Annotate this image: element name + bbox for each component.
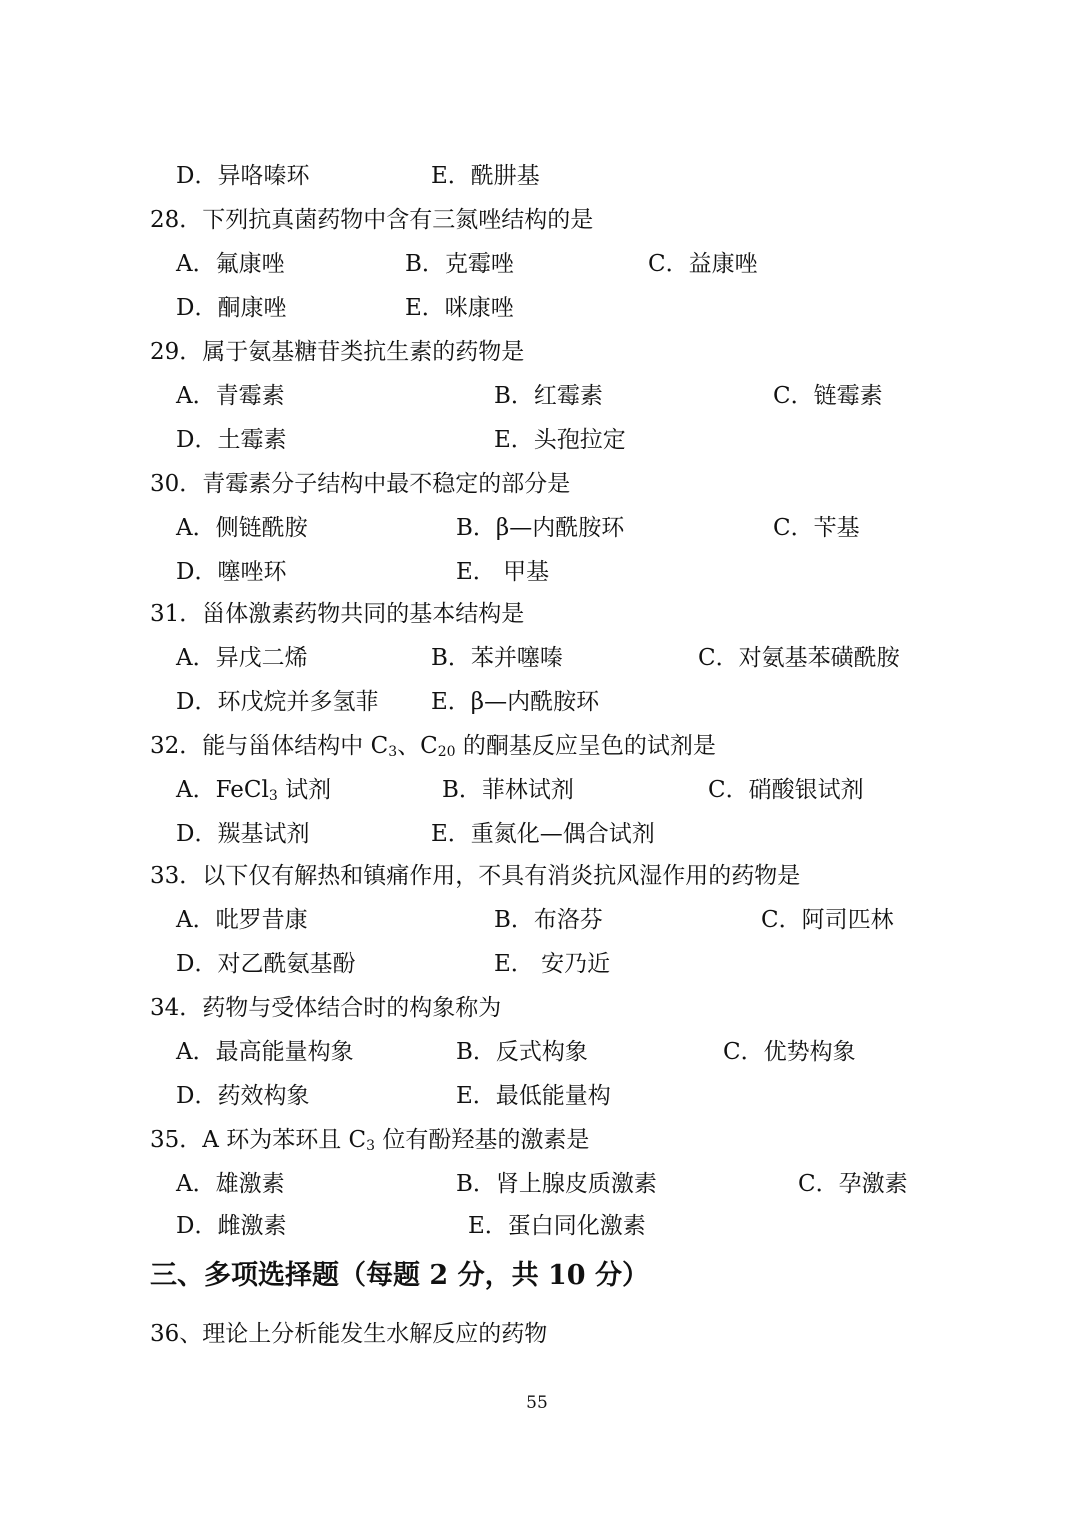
answer-option: D．羰基试剂 (176, 821, 310, 847)
page-number: 55 (526, 1393, 548, 1413)
question-stem: 28．下列抗真菌药物中含有三氮唑结构的是 (150, 207, 594, 233)
answer-option: C．硝酸银试剂 (708, 777, 864, 803)
answer-option: D．土霉素 (176, 427, 287, 453)
answer-option: A．异戊二烯 (176, 645, 308, 671)
answer-option: B．苯并噻嗪 (431, 645, 563, 671)
answer-option: A．雄激素 (176, 1171, 285, 1197)
answer-option: D．酮康唑 (176, 295, 287, 321)
question-stem: 31．甾体激素药物共同的基本结构是 (150, 601, 525, 627)
answer-option: B．肾上腺皮质激素 (456, 1171, 657, 1197)
question-stem: 30．青霉素分子结构中最不稳定的部分是 (150, 471, 571, 497)
section-heading: 三、多项选择题（每题 2 分，共 10 分） (150, 1260, 649, 1291)
answer-option: D．噻唑环 (176, 559, 287, 585)
question-stem: 29．属于氨基糖苷类抗生素的药物是 (150, 339, 525, 365)
answer-option: D．药效构象 (176, 1083, 310, 1109)
answer-option: E．头孢拉定 (494, 427, 626, 453)
answer-option: C．阿司匹林 (761, 907, 894, 933)
answer-option: B．菲林试剂 (442, 777, 574, 803)
answer-option: A．青霉素 (176, 383, 285, 409)
answer-option: D．雌激素 (176, 1213, 287, 1239)
answer-option: D．异咯嗪环 (176, 163, 310, 189)
question-stem: 33．以下仅有解热和镇痛作用，不具有消炎抗风湿作用的药物是 (150, 863, 801, 889)
question-stem: 32．能与甾体结构中 $C_3$、$C_{20}$ 的酮基反应呈色的试剂是 (150, 733, 716, 760)
question-36: 36、理论上分析能发生水解反应的药物 (150, 1321, 548, 1347)
answer-option: E．蛋白同化激素 (468, 1213, 646, 1239)
answer-option: B．克霉唑 (405, 251, 514, 277)
answer-option: A．最高能量构象 (176, 1039, 354, 1065)
answer-option: B．反式构象 (456, 1039, 588, 1065)
answer-option: A．侧链酰胺 (176, 515, 308, 541)
answer-option: E．重氮化—偶合试剂 (431, 821, 655, 847)
answer-option: A．FeCl$_3$ 试剂 (176, 777, 332, 804)
answer-option: B．布洛芬 (494, 907, 603, 933)
answer-option: E． 甲基 (456, 559, 550, 585)
answer-option: A．吡罗昔康 (176, 907, 308, 933)
answer-option: C．优势构象 (723, 1039, 856, 1065)
answer-option: E．β—内酰胺环 (431, 689, 600, 715)
answer-option: D．对乙酰氨基酚 (176, 951, 356, 977)
question-stem: 34．药物与受体结合时的构象称为 (150, 995, 502, 1021)
answer-option: A．氟康唑 (176, 251, 285, 277)
answer-option: E．最低能量构 (456, 1083, 611, 1109)
answer-option: E．咪康唑 (405, 295, 514, 321)
answer-option: E． 安乃近 (494, 951, 611, 977)
answer-option: B．β—内酰胺环 (456, 515, 625, 541)
answer-option: C．苄基 (773, 515, 860, 541)
answer-option: C．孕激素 (798, 1171, 908, 1197)
answer-option: E．酰肼基 (431, 163, 540, 189)
answer-option: C．对氨基苯磺酰胺 (698, 645, 900, 671)
answer-option: D．环戊烷并多氢菲 (176, 689, 379, 715)
answer-option: C．益康唑 (648, 251, 758, 277)
question-stem: 35．A 环为苯环且 $C_3$ 位有酚羟基的激素是 (150, 1127, 590, 1154)
answer-option: C．链霉素 (773, 383, 883, 409)
answer-option: B．红霉素 (494, 383, 603, 409)
